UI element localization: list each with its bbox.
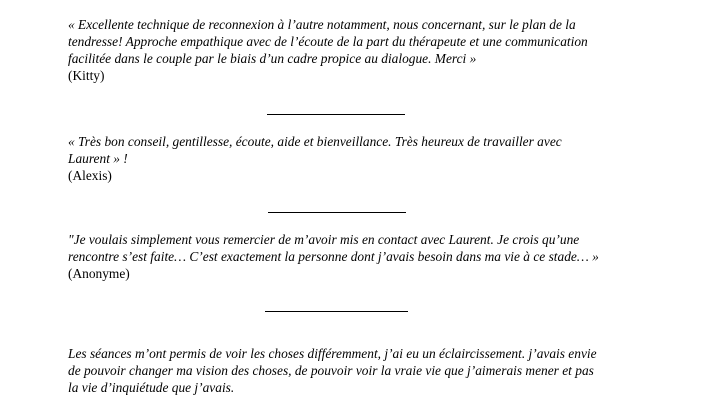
testimonial-quote: « Excellente technique de reconnexion à l’autre notamment, nous concernant, sur le plan de la tendresse! Approche empathique avec de l’écoute de la part du thérapeute et une communication facilitée dans le couple par le biais d’un cadre propice au dialogue. Merci » [68,17,588,66]
testimonial-alexis [68,133,643,184]
testimonial-anonyme [68,231,643,282]
testimonial-seances [68,345,643,396]
testimonial-author: (Alexis) [68,168,112,183]
testimonial-kitty [68,16,643,84]
separator-line [268,212,406,213]
testimonial-quote: Les séances m’ont permis de voir les choses différemment, j’ai eu un éclaircissement. j’avais envie de pouvoir changer ma vision des choses, de pouvoir voir la vraie vie que j’aimerais mener et pas la vie d’inquiétude que j’avais. [68,346,597,395]
testimonial-author: (Kitty) [68,68,105,83]
testimonial-quote: "Je voulais simplement vous remercier de m’avoir mis en contact avec Laurent. Je crois qu’une rencontre s’est faite… C’est exactement la personne dont j’avais besoin dans ma vie à ce stade… » [68,232,599,264]
separator-line [265,311,408,312]
separator-line [267,114,405,115]
testimonial-quote: « Très bon conseil, gentillesse, écoute, aide et bienveillance. Très heureux de travailler avec Laurent » ! [68,134,562,166]
testimonial-author: (Anonyme) [68,266,130,281]
